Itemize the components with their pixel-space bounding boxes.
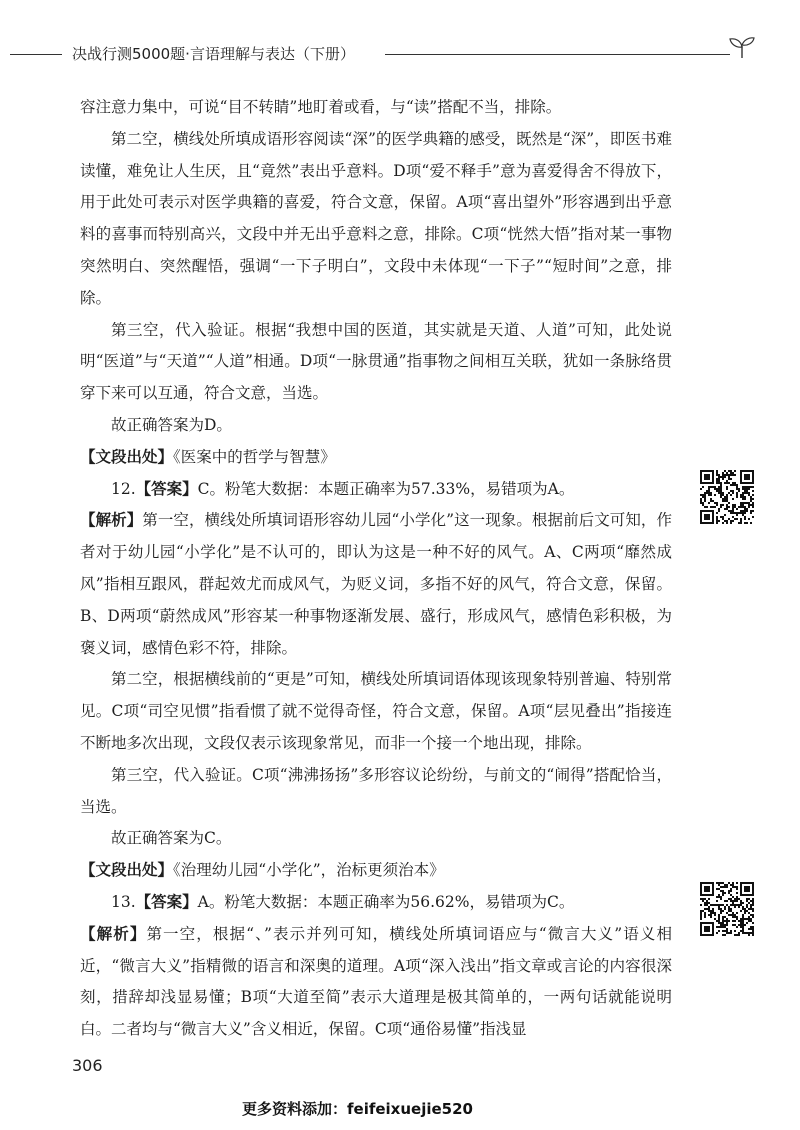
source-title: 《治理幼儿园“小学化”，治标更须治本》 [173,861,445,880]
page-number: 306 [72,1056,103,1075]
paragraph: 第三空，代入验证。C项“沸沸扬扬”多形容议论纷纷，与前文的“闹得”搭配恰当，当选。 [80,765,672,816]
paragraph: 故正确答案为C。 [111,829,232,848]
paragraph: 故正确答案为D。 [111,415,232,434]
analysis-paragraph [80,505,672,664]
header-rule-left [10,54,62,55]
answer-label: 【答案】 [135,892,198,911]
source-label: 【文段出处】 [80,447,174,466]
answer-label: 【答案】 [135,479,198,498]
footer-note: 更多资料添加：feifeixuejie520 [242,1100,473,1118]
analysis-text: 第一空，横线处所填词语形容幼儿园“小学化”这一现象。根据前后文可知，作者对于幼儿园“小学化”是不认可的，即认为这是一种不好的风气。A、C两项“靡然成风”指相互跟风，群起效尤而成风气，为贬义词，多指不好的风气，符合文意，保留。B、D两项“蔚然成风”形容某一种事物逐渐发展、盛行，形成风气，感情色彩积极，为褒义词，感情色彩不符，排除。 [80,511,672,657]
analysis-paragraph [80,919,672,1046]
paragraph: 容注意力集中，可说“目不转睛”地盯着或看，与“读”搭配不当，排除。 [80,98,562,116]
answer-line-12 [80,474,672,506]
answer-text: C。粉笔大数据：本题正确率为57.33%，易错项为A。 [197,479,575,498]
answer-line-13 [80,887,672,919]
qr-code-icon[interactable] [700,882,754,936]
question-number: 13. [111,892,136,911]
analysis-label: 【解析】 [80,511,143,530]
paragraph: 第二空，横线处所填成语形容阅读“深”的医学典籍的感受，既然是“深”，即医书难读懂，难免让人生厌，且“竟然”表出乎意料。D项“爱不释手”意为喜爱得舍不得放下，用于此处可表示对医学典籍的喜爱，符合文意，保留。A项“喜出望外”形容遇到出乎意料的喜事而特别高兴，文段中并无出乎意料之意，排除。C项“恍然大悟”指对某一事物突然明白、突然醒悟，强调“一下子明白”，文段中未体现“一下子”“短时间”之意，排除。 [80,129,672,307]
paragraph: 第三空，代入验证。根据“我想中国的医道，其实就是天道、人道”可知，此处说明“医道”与“天道”“人道”相通。D项“一脉贯通”指事物之间相互关联，犹如一条脉络贯穿下来可以互通，符合文意，当选。 [80,320,672,403]
analysis-text: 第一空，根据“、”表示并列可知，横线处所填词语应与“微言大义”语义相近，“微言大义”指精微的语言和深奥的道理。A项“深入浅出”指文章或言论的内容很深刻，措辞却浅显易懂；B项“大道至简”表示大道理是极其简单的，一两句话就能说明白。二者均与“微言大义”含义相近，保留。C项“通俗易懂”指浅显 [80,924,672,1039]
header-rule-right [385,54,730,55]
book-title: 决战行测5000题·言语理解与表达（下册） [72,45,355,63]
source-line [80,855,672,887]
answer-text: A。粉笔大数据：本题正确率为56.62%，易错项为C。 [197,892,575,911]
source-label: 【文段出处】 [80,861,174,880]
source-title: 《医案中的哲学与智慧》 [173,447,336,466]
sprout-icon [728,36,756,60]
qr-code-icon[interactable] [700,470,754,524]
paragraph: 第二空，根据横线前的“更是”可知，横线处所填词语体现该现象特别普遍、特别常见。C项“司空见惯”指看惯了就不觉得奇怪，符合文意，保留。A项“层见叠出”指接连不断地多次出现，文段仅表示该现象常见，而非一个接一个地出现，排除。 [80,670,672,752]
question-number: 12. [111,479,136,498]
analysis-label: 【解析】 [80,924,147,943]
page-body [80,92,672,1046]
running-header [0,40,800,70]
source-line [80,442,672,474]
